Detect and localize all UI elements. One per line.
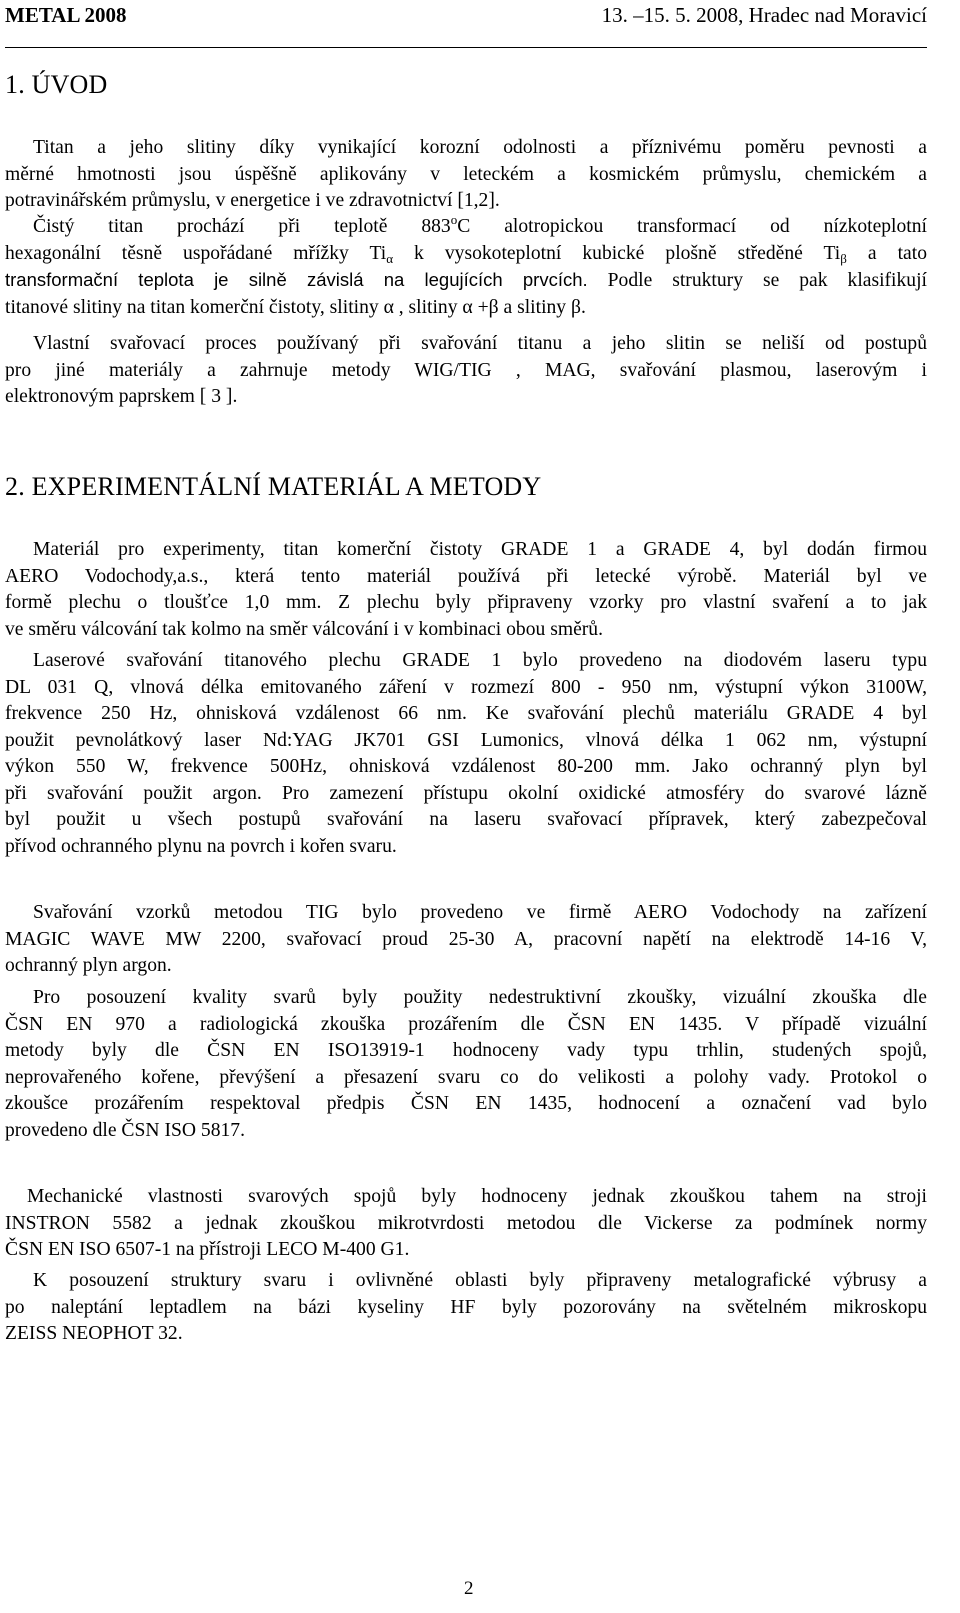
materials-paragraph-3	[5, 900, 927, 980]
text-line: ČSN EN 970 a radiologická zkouška prozářením dle ČSN EN 1435. V případě vizuální	[5, 1013, 927, 1035]
conference-name: METAL 2008	[5, 3, 127, 27]
subscript: α	[386, 250, 394, 266]
text-line: ve směru válcování tak kolmo na směr válcování i v kombinaci obou směrů.	[5, 618, 604, 640]
text-line: MAGIC WAVE MW 2200, svařovací proud 25-30 A, pracovní napětí na elektrodě 14-16 V,	[5, 928, 927, 950]
text-line: Vlastní svařovací proces používaný při svařování titanu a jeho slitin se neliší od postupů	[33, 333, 927, 354]
materials-paragraph-5	[5, 1184, 927, 1264]
text-line: Svařování vzorků metodou TIG bylo provedeno ve firmě AERO Vodochody na zařízení	[33, 902, 927, 923]
text-fragment: hexagonální těsně uspořádané mřížky Ti	[5, 242, 387, 264]
conference-date-place: 13. –15. 5. 2008, Hradec nad Moravicí	[601, 3, 927, 27]
intro-paragraph-3	[5, 331, 927, 411]
page-number: 2	[464, 1578, 474, 1599]
text-line: frekvence 250 Hz, ohnisková vzdálenost 66 nm. Ke svařování plechů materiálu GRADE 4 byl	[5, 703, 927, 724]
text-line	[5, 214, 927, 241]
text-line: Mechanické vlastnosti svarových spojů byly hodnoceny jednak zkouškou tahem na stroji	[27, 1186, 927, 1207]
text-line: Titan a jeho slitiny díky vynikající korozní odolnosti a příznivému poměru pevnosti a	[33, 137, 927, 158]
text-line: pro jiné materiály a zahrnuje metody WIG/TIG , MAG, svařování plasmou, laserovým i	[5, 359, 927, 381]
materials-paragraph-6	[5, 1268, 927, 1348]
intro-paragraph-1	[5, 135, 927, 215]
text-line	[5, 241, 927, 268]
document-page	[5, 0, 932, 1613]
text-fragment: k vysokoteplotní kubické plošně středěné Ti	[393, 242, 841, 264]
text-line: ZEISS NEOPHOT 32.	[5, 1323, 183, 1344]
text-line: neprovařeného kořene, převýšení a přesazení svaru co do velikosti a polohy vady. Protokol o	[5, 1066, 927, 1088]
text-line: byl použit u všech postupů svařování na laseru svařovací přípravek, který zabezpečoval	[5, 809, 927, 830]
text-fragment: C alotropickou transformací od nízkoteplotní	[457, 216, 927, 237]
text-line: Pro posouzení kvality svarů byly použity nedestruktivní zkoušky, vizuální zkouška dle	[33, 987, 927, 1008]
text-line: výkon 550 W, frekvence 500Hz, ohnisková vzdálenost 80-200 mm. Jako ochranný plyn byl	[5, 756, 927, 777]
text-line: K posouzení struktury svaru i ovlivněné oblasti byly připraveny metalografické výbrusy a	[33, 1270, 927, 1291]
text-fragment: a tato	[846, 242, 927, 264]
text-line: zkoušce prozářením respektoval předpis ČSN EN 1435, hodnocení a označení vad bylo	[5, 1093, 927, 1114]
header-rule	[5, 47, 927, 48]
intro-paragraph-2	[5, 214, 927, 321]
text-line: při svařování použit argon. Pro zamezení přístupu okolní oxidické atmosféry do svarové lázně	[5, 782, 927, 804]
text-line: formě plechu o tloušťce 1,0 mm. Z plechu byly připraveny vzorky pro vlastní svaření a to jak	[5, 592, 927, 613]
text-line: Materiál pro experimenty, titan komerční čistoty GRADE 1 a GRADE 4, byl dodán firmou	[33, 539, 927, 560]
text-fragment: transformační teplota je silně závislá na legujících prvcích.	[5, 269, 588, 290]
text-line: provedeno dle ČSN ISO 5817.	[5, 1119, 246, 1141]
text-line	[5, 267, 927, 295]
superscript: o	[450, 212, 458, 227]
text-line: AERO Vodochody,a.s., která tento materiál používá při letecké výrobě. Materiál byl ve	[5, 565, 927, 587]
text-line: potravinářském průmyslu, v energetice i ve zdravotnictví [1,2].	[5, 190, 500, 211]
text-line: po naleptání leptadlem na bázi kyseliny HF byly pozorovány na světelném mikroskopu	[5, 1296, 927, 1318]
text-fragment: Čistý titan prochází při teplotě 883	[33, 216, 451, 237]
text-line: Laserové svařování titanového plechu GRADE 1 bylo provedeno na diodovém laseru typu	[33, 650, 927, 671]
subscript: β	[840, 250, 847, 266]
text-line: použit pevnolátkový laser Nd:YAG JK701 GSI Lumonics, vlnová délka 1 062 nm, výstupní	[5, 729, 927, 751]
text-line: DL 031 Q, vlnová délka emitovaného záření v rozmezí 800 - 950 nm, výstupní výkon 3100W,	[5, 676, 927, 698]
text-fragment: Podle struktury se pak klasifikují	[587, 270, 927, 291]
text-line: INSTRON 5582 a jednak zkouškou mikrotvrdosti metodou dle Vickerse za podmínek normy	[5, 1212, 927, 1234]
text-line: měrné hmotnosti jsou úspěšně aplikovány v leteckém a kosmickém průmyslu, chemickém a	[5, 163, 927, 185]
text-line: ochranný plyn argon.	[5, 955, 172, 976]
materials-paragraph-2	[5, 648, 927, 860]
section-heading-intro: 1. ÚVOD	[5, 70, 108, 99]
text-line: metody byly dle ČSN EN ISO13919-1 hodnoceny vady typu trhlin, studených spojů,	[5, 1040, 927, 1061]
text-line: elektronovým paprskem [ 3 ].	[5, 386, 238, 407]
materials-paragraph-4	[5, 985, 927, 1144]
page-header	[5, 2, 927, 32]
text-line: přívod ochranného plynu na povrch i kořen svaru.	[5, 835, 397, 857]
section-heading-materials: 2. EXPERIMENTÁLNÍ MATERIÁL A METODY	[5, 472, 542, 501]
materials-paragraph-1	[5, 537, 927, 643]
text-line: ČSN EN ISO 6507-1 na přístroji LECO M-400 G1.	[5, 1239, 410, 1260]
text-line: titanové slitiny na titan komerční čistoty, slitiny α , slitiny α +β a slitiny β.	[5, 296, 586, 318]
